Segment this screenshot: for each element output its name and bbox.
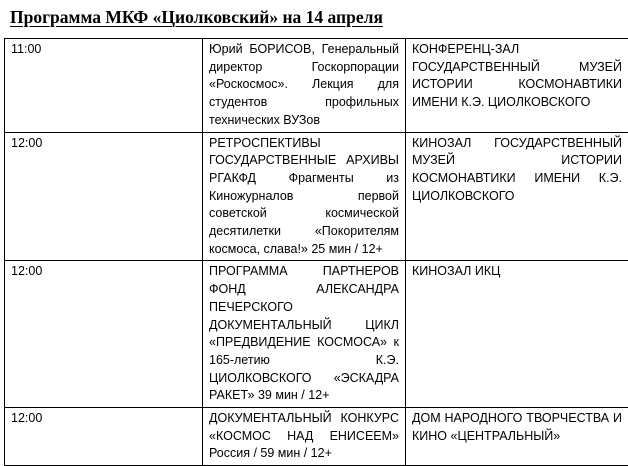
- table-row: [5, 261, 628, 408]
- event-cell: Юрий БОРИСОВ, Генеральный директор Госкорпорации «Роскосмос». Лекция для студентов профильных технических ВУЗов: [203, 39, 406, 133]
- event-cell: ПРОГРАММА ПАРТНЕРОВ ФОНД АЛЕКСАНДРА ПЕЧЕРСКОГО ДОКУМЕНТАЛЬНЫЙ ЦИКЛ «ПРЕДВИДЕНИЕ КОСМОСА» к 165-летию К.Э. ЦИОЛКОВСКОГО «ЭСКАДРА РАКЕТ» 39 мин / 12+: [203, 261, 406, 408]
- venue-cell: КОНФЕРЕНЦ-ЗАЛ ГОСУДАРСТВЕННЫЙ МУЗЕЙ ИСТОРИИ КОСМОНАВТИКИ ИМЕНИ К.Э. ЦИОЛКОВСКОГО: [406, 39, 628, 133]
- venue-cell: КИНОЗАЛ ИКЦ: [406, 261, 628, 408]
- time-cell: 12:00: [5, 132, 203, 261]
- venue-cell: ДОМ НАРОДНОГО ТВОРЧЕСТВА И КИНО «ЦЕНТРАЛЬНЫЙ»: [406, 408, 628, 466]
- schedule-table: [4, 38, 628, 466]
- time-cell: 12:00: [5, 408, 203, 466]
- table-row: [5, 132, 628, 261]
- event-cell: РЕТРОСПЕКТИВЫ ГОСУДАРСТВЕННЫЕ АРХИВЫ РГАКФД Фрагменты из Киножурналов первой советской космической десятилетки «Покорителям космоса, слава!» 25 мин / 12+: [203, 132, 406, 261]
- event-cell: ДОКУМЕНТАЛЬНЫЙ КОНКУРС «КОСМОС НАД ЕНИСЕЕМ» Россия / 59 мин / 12+: [203, 408, 406, 466]
- time-cell: 11:00: [5, 39, 203, 133]
- page-title: Программа МКФ «Циолковский» на 14 апреля: [10, 4, 383, 30]
- table-row: [5, 39, 628, 133]
- table-row: [5, 408, 628, 466]
- time-cell: 12:00: [5, 261, 203, 408]
- venue-cell: КИНОЗАЛ ГОСУДАРСТВЕННЫЙ МУЗЕЙ ИСТОРИИ КОСМОНАВТИКИ ИМЕНИ К.Э. ЦИОЛКОВСКОГО: [406, 132, 628, 261]
